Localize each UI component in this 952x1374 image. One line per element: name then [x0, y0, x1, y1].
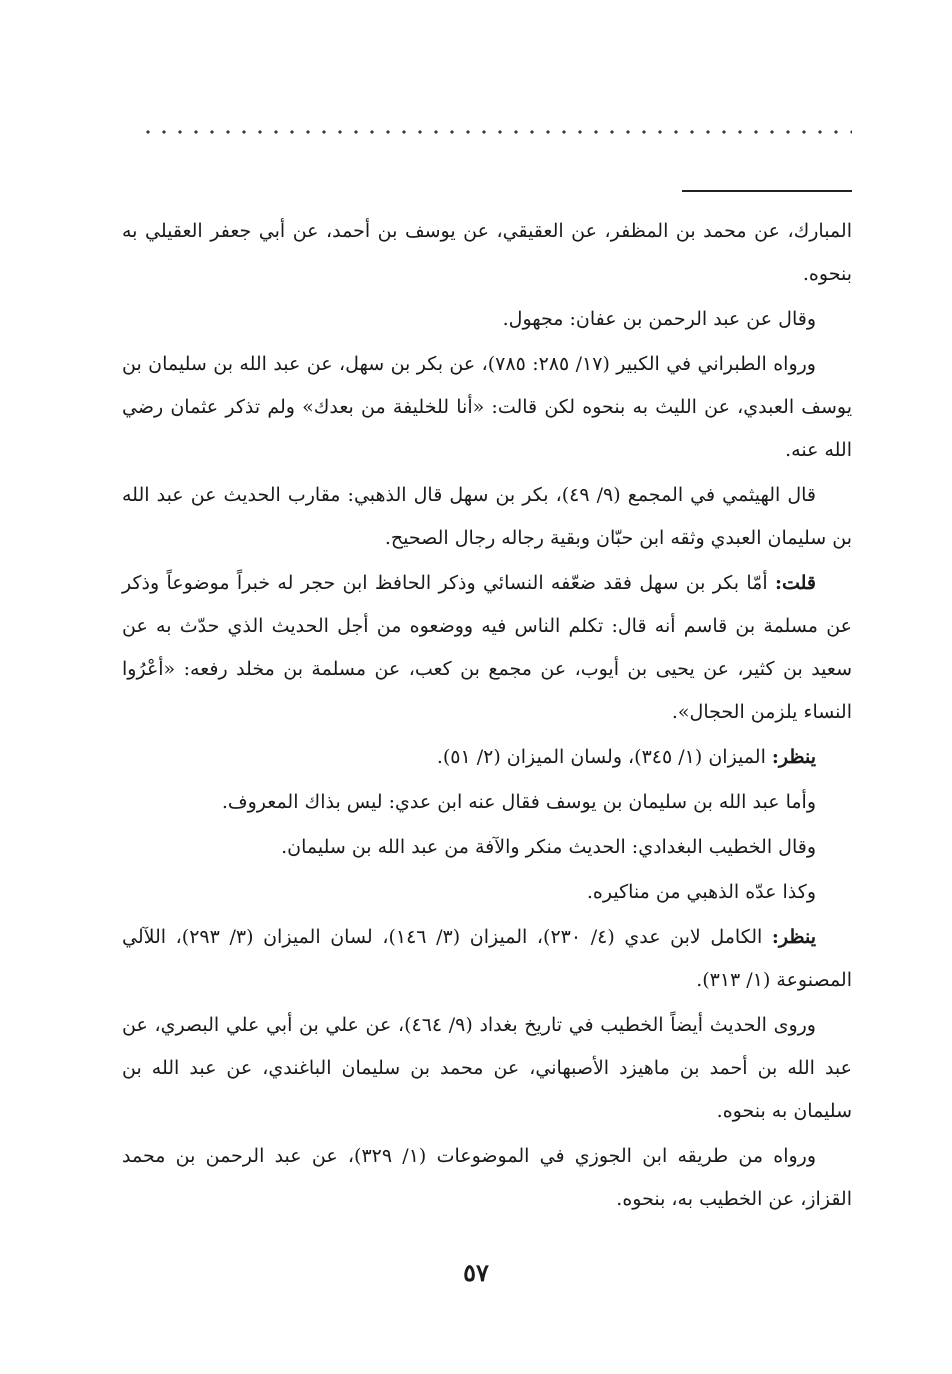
main-text	[122, 210, 852, 1221]
paragraph-3: ورواه الطبراني في الكبير (١٧/ ٢٨٥: ٧٨٥)، عن بكر بن سهل، عن عبد الله بن سليمان بن يوسف العبدي، عن الليث به بنحوه لكن قالت: «أنا للخليفة من بعدك» ولم تذكر عثمان رضي الله عنه.	[122, 353, 852, 461]
paragraph-8: وقال الخطيب البغدادي: الحديث منكر والآفة من عبد الله بن سليمان.	[281, 836, 816, 858]
keyword-qultu: قلت:	[774, 572, 816, 594]
paragraph-12: ورواه من طريقه ابن الجوزي في الموضوعات (١/ ٣٢٩)، عن عبد الرحمن بن محمد القزاز، عن الخطيب به، بنحوه.	[122, 1145, 852, 1210]
paragraph-2: وقال عن عبد الرحمن بن عفان: مجهول.	[502, 308, 816, 330]
paragraph-1: المبارك، عن محمد بن المظفر، عن العقيقي، عن يوسف بن أحمد، عن أبي جعفر العقيلي به بنحوه.	[122, 220, 852, 285]
paragraph-6-text: الميزان (١/ ٣٤٥)، ولسان الميزان (٢/ ٥١).	[436, 746, 766, 768]
keyword-yunzar-1: ينظر:	[771, 746, 816, 768]
paragraph-5	[122, 562, 852, 734]
keyword-yunzar-2: ينظر:	[771, 926, 817, 948]
page-number: ٥٧	[463, 1258, 489, 1287]
paragraph-10	[122, 916, 852, 1002]
paragraph-4: قال الهيثمي في المجمع (٩/ ٤٩)، بكر بن سهل قال الذهبي: مقارب الحديث عن عبد الله بن سليمان العبدي وثقه ابن حبّان وبقية رجاله رجال الصحيح.	[122, 484, 852, 549]
paragraph-10-text: الكامل لابن عدي (٤/ ٢٣٠)، الميزان (٣/ ١٤٦)، لسان الميزان (٣/ ٢٩٣)، اللآلي المصنوعة (١/ ٣١٣).	[122, 926, 852, 991]
paragraph-6	[122, 736, 852, 779]
dotted-separator	[140, 130, 852, 134]
footnote-rule	[682, 190, 852, 192]
paragraph-7: وأما عبد الله بن سليمان بن يوسف فقال عنه ابن عدي: ليس بذاك المعروف.	[221, 791, 816, 813]
paragraph-11: وروى الحديث أيضاً الخطيب في تاريخ بغداد (٩/ ٤٦٤)، عن علي بن أبي علي البصري، عن عبد الله بن أحمد بن ماهيزد الأصبهاني، عن محمد بن سليمان الباغندي، عن عبد الله بن سليمان به بنحوه.	[122, 1014, 852, 1122]
paragraph-5-text: أمّا بكر بن سهل فقد ضعّفه النسائي وذكر الحافظ ابن حجر له خبراً موضوعاً وذكر عن مسلمة بن قاسم أنه قال: تكلم الناس فيه ووضعوه من أجل الحديث الذي حدّث به عن سعيد بن كثير، عن يحيى بن أيوب، عن مجمع بن كعب، عن مسلمة بن مخلد رفعه: «أعْرُوا النساء يلزمن الحجال».	[122, 572, 852, 723]
paragraph-9: وكذا عدّه الذهبي من مناكيره.	[586, 881, 816, 903]
